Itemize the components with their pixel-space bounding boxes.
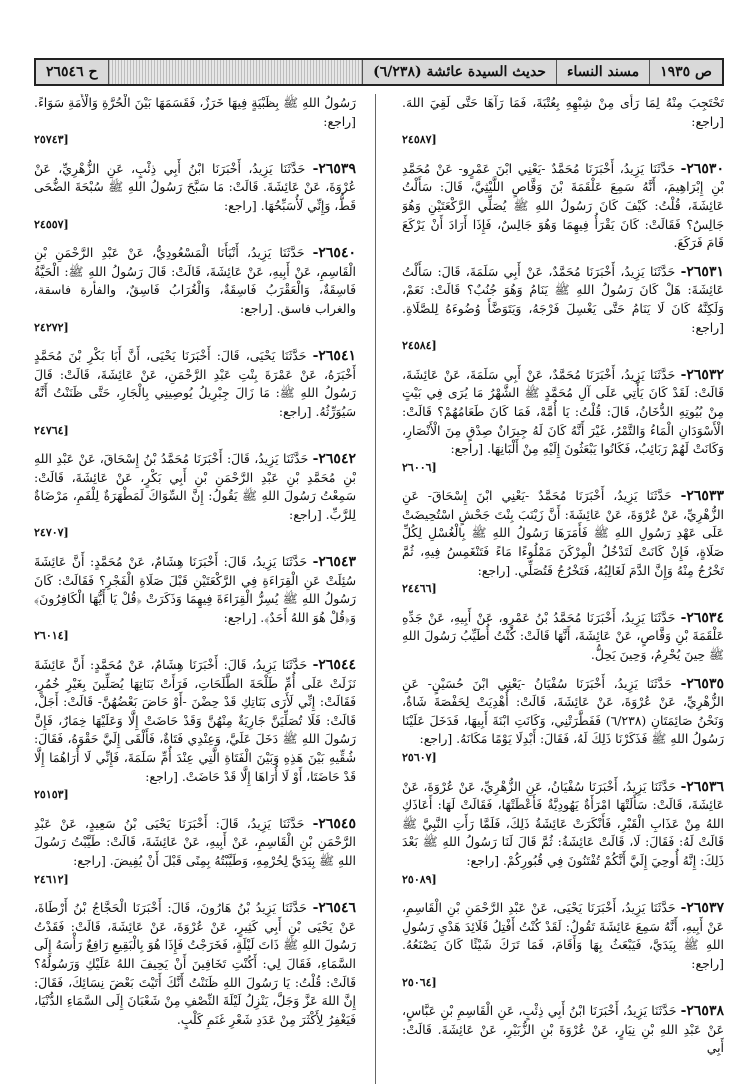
hadith-entry	[402, 263, 724, 356]
reference-number: ٢٥٦٠٧]	[402, 751, 437, 764]
header-pattern	[108, 60, 364, 84]
hadith-number: ٢٦٥٣٣-	[680, 488, 724, 505]
hadith-entry	[34, 656, 356, 805]
reference-number: ٢٤٢٧٢]	[34, 320, 69, 334]
hadith-number: ٢٦٥٤٣-	[312, 554, 356, 571]
right-column	[402, 94, 724, 1084]
hadith-text: حَدَّثَنَا يَزِيدُ، قَالَ: أَخْبَرَنَا هِشَامٌ، عَنْ مُحَمَّدٍ: أَنَّ عَائِشَةَ سُئِلَتْ عَنِ الْقِرَاءَةِ فِي الرَّكْعَتَيْنِ قَبْلَ صَلَاةِ الْفَجْرِ؟ فَقَالَتْ: كَانَ رَسُولُ اللهِ ﷺ يُسِرُّ الْقِرَاءَةَ فِيهِمَا وَذَكَرَتْ ﴿قُلْ يَا أَيُّهَا الْكَافِرُونَ﴾ وَ﴿قُلْ هُوَ اللهُ أَحَدٌ﴾. [راجع:	[34, 554, 356, 625]
hadith-text: حَدَّثَنَا يَزِيدُ، أَخْبَرَنَا سُفْيَانُ -يَعْنِي ابْنَ حُسَيْنٍ- عَنِ الزُّهْرِيِّ، عَنْ عُرْوَةَ، عَنْ عَائِشَةَ، قَالَتْ: أُهْدِيَتْ لِحَفْصَةَ شَاةٌ، وَنَحْنُ صَائِمَتَانِ (٦/٢٣٨) فَفَطَّرَتْنِي، وَكَانَتِ ابْنَةَ أَبِيهَا، فَدَخَلَ عَلَيْنَا رَسُولُ اللهِ ﷺ فَذَكَرْنَا ذَلِكَ لَهُ، فَقَالَ: أَبْدِلَا يَوْمًا مَكَانَهُ. [راجع:	[402, 675, 724, 747]
continued-text: رَسُولُ اللهِ ﷺ بِظَبْيَةٍ فِيهَا خَرَزٌ، فَقَسَمَهَا بَيْنَ الْحُرَّةِ وَالْأَمَةِ سَوَاءً. [راجع: ٢٥٧٤٣]	[34, 94, 356, 150]
hadith-entry	[34, 160, 356, 234]
hadith-number: ٢٦٥٣٢-	[680, 366, 724, 383]
hadith-list	[34, 160, 356, 1030]
hadith-entry	[402, 160, 724, 253]
reference-number: ٢٥٠٦٤]	[402, 975, 437, 989]
hadith-entry	[34, 450, 356, 543]
hadith-entry	[402, 1002, 724, 1058]
hadith-number: ٢٦٥٤٦-	[312, 900, 356, 917]
hadith-number: ٢٦٥٣٠-	[680, 160, 724, 177]
hadith-number: ٢٦٥٤٠-	[312, 245, 356, 262]
hadith-entry	[402, 609, 724, 665]
reference-number: ٢٥٠٨٩]	[402, 872, 437, 886]
section-title: حديث السيدة عائشة (٦/٢٣٨)	[373, 64, 546, 80]
hadith-entry	[402, 675, 724, 768]
left-column	[34, 94, 356, 1084]
hadith-entry	[402, 487, 724, 599]
hadith-text: حَدَّثَنَا يَزِيدُ، أَخْبَرَنَا مُحَمَّدٌ، عَنْ أَبِي سَلَمَةَ، قَالَ: سَأَلْتُ عَائِشَةَ: هَلْ كَانَ رَسُولُ اللهِ ﷺ يَنَامُ وَهُوَ جُنُبٌ؟ قَالَتْ: نَعَمْ، وَلَكِنَّهُ كَانَ لَا يَنَامُ حَتَّى يَغْسِلَ فَرْجَهُ، وَيَتَوَضَّأَ وُضُوءَهُ لِلصَّلَاةِ. [راجع:	[402, 263, 724, 335]
hadith-number: ٢٦٥٣٨-	[680, 1003, 724, 1020]
hadith-text: حَدَّثَنَا يَزِيدُ، أَخْبَرَنَا ابْنُ أَبِي ذِئْبٍ، عَنِ الْقَاسِمِ بْنِ عَبَّاسٍ، عَنْ عَبْدِ اللهِ بْنِ نِيَارٍ، عَنْ عُرْوَةَ بْنِ الزُّبَيْرِ، عَنْ عَائِشَةَ. قَالَتْ: أَبِي	[402, 1003, 724, 1056]
hadith-text: حَدَّثَنَا يَزِيدُ، قَالَ: أَخْبَرَنَا هِشَامٌ، عَنْ مُحَمَّدٍ: أَنَّ عَائِشَةَ نَزَلَتْ عَلَى أُمِّ طَلْحَةَ الطَّلَحَاتِ، فَرَأَتْ بَنَاتِهَا يُصَلِّينَ بِغَيْرِ خُمُرٍ، فَقَالَتْ: إِنِّي لَأَرَى بَنَاتِكِ قَدْ حِضْنَ -أَوْ حَاضَ بَعْضُهُنَّ- قَالَتْ: أَجَلْ، قَالَتْ: فَلَا تُصَلِّيَنَّ جَارِيَةٌ مِنْهُنَّ وَقَدْ حَاضَتْ إِلَّا وَعَلَيْهَا خِمَارٌ، فَإِنَّ رَسُولَ اللهِ ﷺ دَخَلَ عَلَيَّ، وَعِنْدِي فَتَاةٌ، فَأَلْقَى إِلَيَّ حَقْوَهُ، فَقَالَ: شُقِّيهِ بَيْنَ هَذِهِ وَبَيْنَ الْفَتَاةِ الَّتِي عِنْدَ أُمِّ سَلَمَةَ، فَإِنِّي لَا أُرَاهُمَا إِلَّا قَدْ حَاضَتَا، أَوْ لَا أُرَاهَا إِلَّا قَدْ حَاضَتْ. [راجع:	[34, 657, 356, 784]
hadith-entry	[402, 366, 724, 478]
page-header	[34, 58, 724, 86]
hadith-entry	[34, 815, 356, 889]
hadith-number: ٢٦٥٣٦-	[680, 778, 724, 795]
header-separator	[649, 60, 650, 84]
hadith-text: حَدَّثَنَا يَزِيدُ، قَالَ: أَخْبَرَنَا مُحَمَّدُ بْنُ إِسْحَاقَ، عَنْ عَبْدِ اللهِ بْنِ مُحَمَّدِ بْنِ عَبْدِ الرَّحْمَنِ بْنِ أَبِي بَكْرٍ، عَنْ عَائِشَةَ، قَالَتْ: سَمِعْتُ رَسُولَ اللهِ ﷺ يَقُولُ: إِنَّ السِّوَاكَ لَمَطْهَرَةٌ لِلْفَمِ، مَرْضَاةٌ لِلرَّبِّ. [راجع:	[34, 451, 356, 522]
hadith-entry	[34, 553, 356, 646]
hadith-entry	[34, 244, 356, 337]
hadith-entry	[34, 347, 356, 440]
hadith-text: حَدَّثَنَا يَزِيدُ، قَالَ: أَخْبَرَنَا يَحْيَى بْنُ سَعِيدٍ، عَنْ عَبْدِ الرَّحْمَنِ بْنِ الْقَاسِمِ، عَنْ أَبِيهِ، عَنْ عَائِشَةَ، قَالَتْ: طَيَّبْتُ رَسُولَ اللهِ ﷺ بِيَدَيَّ لِحُرْمِهِ، وَطَيَّبْتُهُ بِمِنًى قَبْلَ أَنْ يُفِيضَ. [راجع:	[34, 815, 356, 868]
reference-number: ٢٤٥٨٧]	[402, 133, 437, 147]
hadith-number: ٢٦٥٤٢-	[312, 451, 356, 468]
column-divider	[375, 94, 376, 1084]
hadith-number: ٢٦٥٤١-	[312, 348, 356, 365]
reference-number: ٢٥٧٤٣]	[34, 133, 69, 147]
reference-number: ٢٤٤٦٦]	[402, 582, 437, 596]
hadith-text: حَدَّثَنَا يَزِيدُ، أَخْبَرَنَا سُفْيَانُ، عَنِ الزُّهْرِيِّ، عَنْ عُرْوَةَ، عَنْ عَائِشَةَ، قَالَتْ: سَأَلَتْهَا امْرَأَةٌ يَهُودِيَّةٌ فَأَعْطَتْهَا، فَقَالَتْ لَهَا: أَعَاذَكِ اللهُ مِنْ عَذَابِ الْقَبْرِ، فَأَنْكَرَتْ عَائِشَةُ ذَلِكَ، فَلَمَّا رَأَتِ النَّبِيَّ ﷺ قَالَتْ لَهُ: فَقَالَ: لَا، قَالَتْ عَائِشَةُ: ثُمَّ قَالَ لَنَا رَسُولُ اللهِ ﷺ بَعْدَ ذَلِكَ: إِنَّهُ أُوحِيَ إِلَيَّ أَنَّكُمْ تُفْتَنُونَ فِي قُبُورِكُمْ. [راجع:	[402, 778, 724, 868]
hadith-text: حَدَّثَنَا يَزِيدُ، أَخْبَرَنَا مُحَمَّدٌ -يَعْنِي ابْنَ عَمْرٍو- عَنْ مُحَمَّدِ بْنِ إِبْرَاهِيمَ، أَنَّهُ سَمِعَ عَلْقَمَةَ بْنَ وَقَّاصٍ اللَّيْثِيَّ، قَالَ: سَأَلْتُ عَائِشَةَ، قُلْتُ: كَيْفَ كَانَ رَسُولُ اللهِ ﷺ يُصَلِّي الرَّكْعَتَيْنِ وَهُوَ جَالِسٌ؟ فَقَالَتْ: كَانَ يَقْرَأُ فِيهِمَا وَهُوَ جَالِسٌ، فَإِذَا أَرَادَ أَنْ يَرْكَعَ قَامَ فَرَكَعَ.	[402, 160, 724, 251]
hadith-number: ٢٦٥٤٥-	[312, 815, 356, 832]
hadith-number: ٢٦٥٤٤-	[312, 657, 356, 674]
page-number: ص ١٩٣٥	[660, 64, 712, 80]
hadith-number: ٢٦٥٣٧-	[680, 900, 724, 917]
reference-number: ٢٤٦١٢]	[34, 872, 69, 886]
reference-number: ٢٤٥٨٤]	[402, 339, 437, 353]
hadith-text: حَدَّثَنَا يَزِيدُ، أَخْبَرَنَا مُحَمَّدٌ -يَعْنِي ابْنَ إِسْحَاقَ- عَنِ الزُّهْرِيِّ، عَنْ عُرْوَةَ، عَنْ عَائِشَةَ: أَنَّ زَيْنَبَ بِنْتَ جَحْشٍ اسْتُحِيضَتْ عَلَى عَهْدِ رَسُولِ اللهِ ﷺ فَأَمَرَهَا رَسُولُ اللهِ ﷺ بِالْغُسْلِ لِكُلِّ صَلَاةٍ، فَإِنْ كَانَتْ لَتَدْخُلُ الْمِرْكَنَ مَمْلُوءًا مَاءً فَتَنْغَمِسُ فِيهِ، ثُمَّ تَخْرُجُ مِنْهُ وَإِنَّ الدَّمَ لَغَالِبُهُ، فَتَخْرُجُ فَتُصَلِّي. [راجع:	[402, 488, 724, 578]
hadith-number: ٢٦٥٣١-	[680, 263, 724, 280]
reference-number: ٢٦٠١٤]	[34, 629, 69, 643]
reference-number: ٢٤٧٠٧]	[34, 526, 69, 540]
hadith-text: حَدَّثَنَا يَزِيدُ، أَخْبَرَنَا ابْنُ أَبِي ذِئْبٍ، عَنِ الزُّهْرِيِّ، عَنْ عُرْوَةَ، عَنْ عَائِشَةَ. قَالَتْ: مَا سَبَّحَ رَسُولُ اللهِ ﷺ سُبْحَةَ الضُّحَى قَطُّ، وَإِنِّي لَأُسَبِّحُهَا. [راجع:	[34, 160, 356, 213]
header-separator	[556, 60, 557, 84]
hadith-entry	[402, 778, 724, 890]
reference-number: ٢٤٥٥٧]	[34, 217, 69, 231]
hadith-number: ٢٦٥٣٤-	[680, 609, 724, 626]
reference-number: ٢٤٧٦٤]	[34, 423, 69, 437]
hadith-text: حَدَّثَنَا يَزِيدُ، أَخْبَرَنَا مُحَمَّدٌ، عَنْ أَبِي سَلَمَةَ، عَنْ عَائِشَةَ، قَالَتْ: لَقَدْ كَانَ يَأْتِي عَلَى آلِ مُحَمَّدٍ ﷺ الشَّهْرُ مَا يُرَى فِي بَيْتٍ مِنْ بُيُوتِهِ الدُّخَانُ، قَالَ: قُلْتُ: يَا أُمَّهْ، فَمَا كَانَ طَعَامُهُمْ؟ قَالَتْ: الْأَسْوَدَانِ الْمَاءُ وَالتَّمْرُ، غَيْرَ أَنَّهُ كَانَ لَهُ جِيرَانٌ صِدْقٍ مِنَ الْأَنْصَارِ، وَكَانَتْ لَهُمْ رَبَائِبُ، فَكَانُوا يَبْعَثُونَ إِلَيْهِ مِنْ أَلْبَانِهَا. [راجع:	[402, 366, 724, 457]
hadith-entry	[402, 899, 724, 992]
reference-number: ٢٦٠٠٦]	[402, 460, 437, 474]
hadith-text: حَدَّثَنَا يَزِيدُ، أَنْبَأَنَا الْمَسْعُودِيُّ، عَنْ عَبْدِ الرَّحْمَنِ بْنِ الْقَاسِمِ، عَنْ أَبِيهِ، عَنْ عَائِشَةَ، قَالَتْ: قَالَ رَسُولُ اللهِ ﷺ: الْحَيَّةُ فَاسِقَةٌ، وَالْعَقْرَبُ فَاسِقَةٌ، وَالْغُرَابُ فَاسِقٌ، والفأرة فاسقة، والغراب فاسق. [راجع:	[34, 245, 356, 316]
hadith-text: حَدَّثَنَا يَزِيدُ، أَخْبَرَنَا يَحْيَى، عَنْ عَبْدِ الرَّحْمَنِ بْنِ الْقَاسِمِ، عَنْ أَبِيهِ، أَنَّهُ سَمِعَ عَائِشَةَ تَقُولُ: لَقَدْ كُنْتُ أَفْتِلُ قَلَائِدَ هَدْيِ رَسُولِ اللهِ ﷺ بِيَدَيَّ، فَيَبْعَثُ بِهَا وَأَقَامَ، فَمَا تَرَكَ شَيْئًا كَانَ يَصْنَعُهُ. [راجع:	[402, 900, 724, 971]
hadith-text: حَدَّثَنَا يَزِيدُ بْنُ هَارُونَ، قَالَ: أَخْبَرَنَا الْحَجَّاجُ بْنُ أَرْطَاةَ، عَنْ يَحْيَى بْنِ أَبِي كَثِيرٍ، عَنْ عُرْوَةَ، عَنْ عَائِشَةَ، قَالَتْ: فَقَدْتُ رَسُولَ اللهِ ﷺ ذَاتَ لَيْلَةٍ، فَخَرَجْتُ فَإِذَا هُوَ بِالْبَقِيعِ رَافِعٌ رَأْسَهُ إِلَى السَّمَاءِ، فَقَالَ لِي: أَكُنْتِ تَخَافِينَ أَنْ يَحِيفَ اللهُ عَلَيْكِ وَرَسُولُهُ؟ قَالَتْ: قُلْتُ: يَا رَسُولَ اللهِ ظَنَنْتُ أَنَّكَ أَتَيْتَ بَعْضَ نِسَائِكَ، فَقَالَ: إِنَّ اللهَ عَزَّ وَجَلَّ، يَنْزِلُ لَيْلَةَ النِّصْفِ مِنْ شَعْبَانَ إِلَى السَّمَاءِ الدُّنْيَا، فَيَغْفِرُ لِأَكْثَرَ مِنْ عَدَدِ شَعْرِ غَنَمِ كَلْبٍ.	[34, 900, 356, 1027]
hadith-text: حَدَّثَنَا يَزِيدُ، أَخْبَرَنَا مُحَمَّدُ بْنُ عَمْرٍو، عَنْ أَبِيهِ، عَنْ جَدِّهِ عَلْقَمَةَ بْنِ وَقَّاصٍ، عَنْ عَائِشَةَ، أَنَّهَا قَالَتْ: كُنْتُ أُطَيِّبُ رَسُولَ اللهِ ﷺ حِينَ يُحْرِمُ، وَحِينَ يَحِلُّ.	[402, 609, 724, 663]
hadith-list	[402, 160, 724, 1058]
hadith-range: ح ٢٦٥٤٦	[46, 64, 98, 80]
reference-number: ٢٥١٥٣]	[34, 788, 69, 802]
continued-text: تَحْتَجِبَ مِنْهُ لِمَا رَأَى مِنْ شِبْهِهِ بِعُتْبَةَ، فَمَا رَآهَا حَتَّى لَقِيَ اللهَ. [راجع: ٢٤٥٨٧]	[402, 94, 724, 150]
book-title: مسند النساء	[566, 64, 640, 80]
hadith-number: ٢٦٥٣٥-	[680, 675, 724, 692]
hadith-text: حَدَّثَنَا يَحْيَى، قَالَ: أَخْبَرَنَا يَحْيَى، أَنَّ أَبَا بَكْرِ بْنَ مُحَمَّدٍ أَخْبَرَهُ، عَنْ عَمْرَةَ بِنْتِ عَبْدِ الرَّحْمَنِ، عَنْ عَائِشَةَ، قَالَتْ: قَالَ رَسُولُ اللهِ ﷺ: مَا زَالَ جِبْرِيلُ يُوصِينِي بِالْجَارِ، حَتَّى ظَنَنْتُ أَنَّهُ سَيُوَرِّثُهُ. [راجع:	[34, 348, 356, 419]
hadith-entry	[34, 899, 356, 1029]
hadith-number: ٢٦٥٣٩-	[312, 160, 356, 177]
